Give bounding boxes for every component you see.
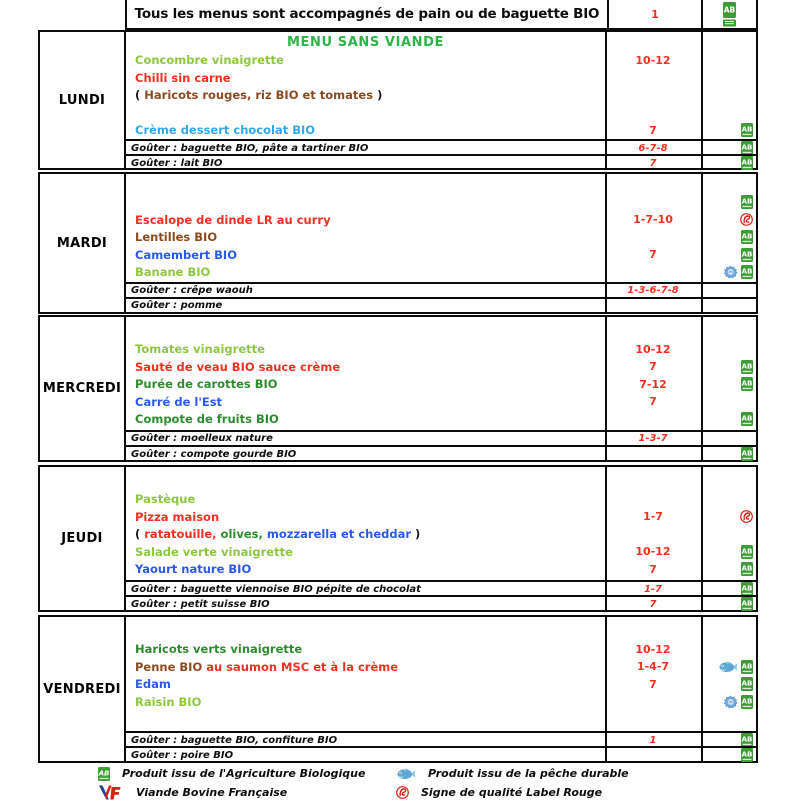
allergen-value: 1-7: [643, 510, 663, 524]
dish-text-segment: Raisin BIO: [135, 694, 202, 709]
allergen-value: 7: [649, 562, 657, 576]
ab-icon: [741, 377, 753, 391]
quality-icons-cell: [701, 447, 756, 461]
svg-text:AB: AB: [741, 679, 753, 688]
dish-text-segment: Tomates vinaigrette: [135, 342, 265, 357]
header-allergen-value: 1: [609, 0, 703, 28]
menu-line: [126, 358, 756, 376]
dish-text-segment: Penne BIO: [135, 659, 207, 674]
quality-icons-cell: [701, 230, 756, 244]
dish-text: [126, 342, 605, 356]
quality-icons-cell: [701, 597, 756, 611]
dish-text: [126, 377, 605, 391]
gouter-label: Goûter : poire BIO: [131, 749, 234, 761]
dish-text: [126, 695, 605, 709]
dish-text-segment: Lentilles BIO: [135, 230, 218, 245]
allergen-value: 10-12: [635, 545, 671, 559]
dish-text: [126, 412, 605, 426]
menu-line: [126, 376, 756, 394]
ab-icon: [741, 733, 753, 747]
gouter-row: [126, 580, 756, 595]
gouter-row: [126, 154, 756, 169]
dish-text: [126, 677, 605, 691]
svg-text:AB: AB: [741, 599, 753, 608]
dish-text: [126, 71, 605, 85]
svg-text:AB: AB: [741, 662, 753, 671]
ab-icon: [98, 767, 110, 781]
menu-line: [126, 411, 756, 429]
column-separator: [701, 617, 703, 761]
column-separator: [605, 32, 607, 169]
allergen-value: 6-7-8: [638, 142, 668, 154]
legend-label: Produit issu de la pêche durable: [428, 767, 629, 780]
svg-text:AB: AB: [741, 267, 753, 276]
ab-large-icon: [723, 2, 736, 27]
menu-line: [126, 623, 756, 641]
dish-text-segment: (: [135, 88, 145, 103]
dish-text-segment: Escalope de dinde LR au curry: [135, 212, 331, 227]
quality-icons-cell: [701, 733, 756, 747]
ab-icon: [741, 156, 753, 170]
svg-text:AB: AB: [741, 379, 753, 388]
ab-icon: [741, 695, 753, 709]
day-block-vendredi: [38, 615, 758, 763]
allergen-value: 1-3-6-7-8: [627, 285, 679, 296]
menu-line: [126, 104, 756, 122]
svg-text:AB: AB: [741, 735, 753, 744]
dish-text-segment: Purée de carottes BIO: [135, 377, 278, 392]
quality-icons-cell: [701, 141, 756, 155]
menu-line: [126, 526, 756, 544]
dish-text-segment: Pizza maison: [135, 509, 220, 524]
day-label: LUNDI: [40, 32, 126, 169]
ab-icon: [741, 195, 753, 209]
quality-icons-cell: [701, 265, 756, 279]
dish-text: [126, 395, 605, 409]
dish-text-segment: ): [411, 527, 421, 542]
svg-text:AB: AB: [741, 362, 753, 371]
allergen-value: 7: [649, 248, 657, 262]
allergen-value: 7: [649, 157, 657, 169]
dish-text: [126, 492, 605, 506]
svg-text:AB: AB: [98, 769, 110, 777]
allergen-value: 1: [649, 734, 657, 746]
quality-icons-cell: [701, 123, 756, 137]
menu-line: [126, 194, 756, 212]
dish-text: [126, 248, 605, 262]
dish-text-segment: Yaourt nature BIO: [135, 562, 252, 577]
header-row: [125, 0, 758, 30]
gouter-label: Goûter : lait BIO: [131, 157, 223, 169]
quality-icons-cell: [701, 510, 756, 523]
svg-text:AB: AB: [741, 232, 753, 241]
gouter-row: [126, 139, 756, 154]
label-rouge-icon: [396, 786, 409, 799]
dish-text: [126, 265, 605, 279]
day-block-mardi: [38, 172, 758, 314]
menu-line: [126, 69, 756, 87]
dish-text-segment: Haricots rouges, riz BIO et tomates: [144, 88, 374, 103]
dish-text: [126, 360, 605, 374]
quality-icons-cell: [701, 195, 756, 209]
dish-text-segment: ratatouille,: [144, 527, 217, 542]
menu-line: [126, 693, 756, 711]
gouter-label: Goûter : moelleux nature: [131, 433, 273, 444]
dish-text-segment: Haricots verts vinaigrette: [135, 642, 303, 657]
dish-text-segment: Pastèque: [135, 492, 196, 507]
svg-text:AB: AB: [741, 547, 753, 556]
quality-icons-cell: [701, 412, 756, 426]
menu-area: [126, 32, 756, 139]
allergen-value: 10-12: [635, 342, 671, 356]
blue-label-icon: [723, 695, 738, 709]
menu-line: [126, 52, 756, 70]
quality-icons-cell: [701, 377, 756, 391]
ab-icon: [741, 412, 753, 426]
dish-text-segment: Edam: [135, 677, 171, 692]
svg-text:AB: AB: [741, 158, 753, 167]
quality-icons-cell: [701, 677, 756, 691]
allergen-value: 7: [649, 123, 657, 137]
dish-text: [126, 123, 605, 137]
legend-item-peche-durable: [396, 764, 778, 783]
menu-line: [126, 543, 756, 561]
menu-line: [126, 658, 756, 676]
menu-line: [126, 264, 756, 282]
allergen-value: 10-12: [635, 642, 671, 656]
legend-item-agriculture-biologique: [98, 764, 396, 783]
menu-line: [126, 122, 756, 140]
ab-icon: [741, 597, 753, 611]
column-separator: [701, 174, 703, 312]
menu-line: [126, 229, 756, 247]
quality-icons-cell: [701, 582, 756, 596]
quality-icons-cell: [701, 695, 756, 709]
svg-text:AB: AB: [741, 697, 753, 706]
menu-area: [126, 617, 756, 731]
day-label: MARDI: [40, 174, 126, 312]
menu-line: [126, 246, 756, 264]
ab-icon: [741, 123, 753, 137]
dish-text-segment: Chilli sin carne: [135, 70, 231, 85]
allergen-value: 7: [649, 677, 657, 691]
column-separator: [605, 174, 607, 312]
quality-icons-cell: [701, 545, 756, 559]
menu-line: [126, 87, 756, 105]
allergen-value: 1-4-7: [636, 660, 670, 674]
dish-text-segment: mozzarella et cheddar: [262, 527, 412, 542]
dish-text-segment: Banane BIO: [135, 265, 211, 280]
gouter-label: Goûter : baguette viennoise BIO pépite de chocolat: [131, 583, 421, 595]
menu-area: [126, 317, 756, 430]
allergen-value: 1-7-10: [633, 213, 673, 227]
day-body: [126, 617, 756, 761]
gouter-row: [126, 297, 756, 312]
header-note: Tous les menus sont accompagnés de pain ou de baguette BIO: [127, 0, 609, 28]
dish-text: [126, 545, 605, 559]
legend-item-label-rouge: [396, 783, 778, 800]
column-separator: [701, 32, 703, 169]
quality-icons-cell: [701, 660, 756, 674]
day-block-lundi: [38, 30, 758, 170]
allergen-value: 10-12: [635, 53, 671, 67]
dish-text: [126, 213, 605, 227]
header-icons-cell: [703, 0, 756, 28]
dish-text-segment: Concombre vinaigrette: [135, 53, 284, 68]
menu-line: [126, 211, 756, 229]
day-body: [126, 317, 756, 460]
ab-icon: [741, 582, 753, 596]
column-separator: [605, 317, 607, 460]
svg-text:AB: AB: [741, 143, 753, 152]
dish-text-segment: Sauté de veau BIO sauce crème: [135, 359, 341, 374]
menu-section-title: MENU SANS VIANDE: [286, 35, 445, 51]
dish-text-segment: Compote de fruits BIO: [135, 412, 279, 427]
menu-line: [126, 393, 756, 411]
gouter-label: Goûter : baguette BIO, confiture BIO: [131, 734, 338, 746]
ab-icon: [741, 141, 753, 155]
quality-icons-cell: [701, 562, 756, 576]
day-label: MERCREDI: [40, 317, 126, 460]
quality-icons-cell: [701, 360, 756, 374]
day-label: JEUDI: [40, 467, 126, 610]
gouter-label: Goûter : baguette BIO, pâte a tartiner BIO: [131, 142, 369, 154]
ab-icon: [741, 360, 753, 374]
dish-text: [126, 660, 605, 674]
ab-icon: [741, 660, 753, 674]
menu-line: [126, 711, 756, 729]
svg-text:AB: AB: [741, 414, 753, 423]
dish-text: [126, 88, 605, 102]
allergen-value: 7: [649, 395, 657, 409]
dish-text: [126, 230, 605, 244]
ab-icon: [741, 248, 753, 262]
gouter-label: Goûter : crêpe waouh: [131, 285, 253, 296]
ab-icon: [741, 447, 753, 461]
gouter-row: [126, 445, 756, 460]
ab-icon: [741, 545, 753, 559]
fish-icon: [718, 660, 738, 674]
gouter-row: [126, 731, 756, 746]
gouter-row: [126, 595, 756, 610]
quality-icons-cell: [701, 156, 756, 170]
allergen-value: 7-12: [639, 377, 667, 391]
day-body: [126, 467, 756, 610]
menu-area: [126, 174, 756, 282]
blue-label-icon: [723, 265, 738, 279]
allergen-value: 7: [649, 598, 657, 610]
dish-text: [126, 53, 605, 67]
dish-text-segment: Camembert BIO: [135, 247, 237, 262]
gouter-row: [126, 282, 756, 297]
menu-line: [126, 323, 756, 341]
menu-line: [126, 561, 756, 579]
gouter-label: Goûter : compote gourde BIO: [131, 448, 297, 460]
dish-text-segment: Crème dessert chocolat BIO: [135, 123, 316, 138]
svg-text:AB: AB: [741, 449, 753, 458]
label-rouge-icon: [740, 213, 753, 226]
gouter-row: [126, 746, 756, 761]
menu-line: [126, 676, 756, 694]
allergen-value: 1-7: [643, 583, 663, 595]
day-body: [126, 174, 756, 312]
fish-icon: [396, 767, 416, 781]
legend-item-viande-bovine-francaise: [98, 783, 396, 800]
ab-icon: [741, 230, 753, 244]
day-block-mercredi: [38, 315, 758, 462]
menu-line: [126, 491, 756, 509]
svg-text:AB: AB: [741, 197, 753, 206]
allergen-value: 1-3-7: [638, 433, 668, 444]
legend-label: Produit issu de l'Agriculture Biologique: [122, 767, 366, 780]
svg-text:AB: AB: [741, 750, 753, 759]
column-separator: [605, 617, 607, 761]
quality-icons-cell: [701, 213, 756, 226]
day-label: VENDREDI: [40, 617, 126, 761]
dish-text-segment: ): [373, 88, 383, 103]
label-rouge-icon: [740, 510, 753, 523]
svg-text:AB: AB: [741, 564, 753, 573]
dish-text-segment: Salade verte vinaigrette: [135, 544, 293, 559]
legend-label: Viande Bovine Française: [136, 786, 288, 799]
dish-text-segment: olives,: [216, 527, 263, 542]
dish-text-segment: au saumon MSC et à la crème: [206, 659, 399, 674]
quality-icons-cell: [701, 748, 756, 762]
allergen-value: 7: [649, 360, 657, 374]
svg-text:AB: AB: [741, 125, 753, 134]
menu-line: [126, 176, 756, 194]
ab-icon: [741, 748, 753, 762]
menu-line: [126, 473, 756, 491]
quality-icons-cell: [701, 248, 756, 262]
gouter-row: [126, 430, 756, 445]
column-separator: [605, 467, 607, 610]
dish-text-segment: (: [135, 527, 145, 542]
gouter-label: Goûter : petit suisse BIO: [131, 598, 270, 610]
menu-line: [126, 34, 756, 52]
menu-line: [126, 641, 756, 659]
dish-text: [126, 562, 605, 576]
menu-line: [126, 508, 756, 526]
svg-text:AB: AB: [723, 5, 736, 15]
gouter-label: Goûter : pomme: [131, 300, 223, 311]
day-block-jeudi: [38, 465, 758, 612]
ab-icon: [741, 562, 753, 576]
vbf-icon: [98, 784, 124, 800]
svg-text:AB: AB: [741, 250, 753, 259]
dish-text: [126, 642, 605, 656]
menu-area: [126, 467, 756, 580]
dish-text: [126, 527, 605, 541]
legend: [38, 764, 778, 800]
svg-text:AB: AB: [741, 584, 753, 593]
column-separator: [701, 317, 703, 460]
ab-icon: [741, 265, 753, 279]
dish-text-segment: Carré de l'Est: [135, 394, 223, 409]
legend-label: Signe de qualité Label Rouge: [421, 786, 603, 799]
ab-icon: [741, 677, 753, 691]
dish-text: [126, 510, 605, 524]
menu-line: [126, 341, 756, 359]
column-separator: [701, 467, 703, 610]
day-body: [126, 32, 756, 169]
